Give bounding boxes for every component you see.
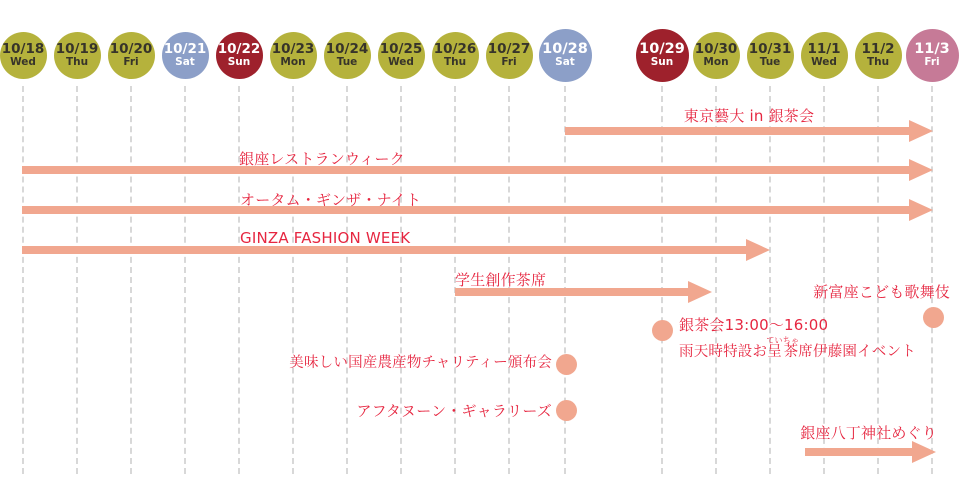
note-text-pre: 雨天時特設お <box>679 344 768 360</box>
weekday-text: Wed <box>388 55 414 68</box>
date-circle-10-21 <box>162 32 209 79</box>
date-circle-10-20 <box>108 32 155 79</box>
date-text: 10/21 <box>163 41 207 58</box>
event-label-hachicho-jinja: 銀座八丁神社めぐり <box>800 424 937 442</box>
arrowhead-icon <box>688 281 712 303</box>
gridline <box>661 86 663 474</box>
weekday-text: Fri <box>123 55 139 68</box>
event-bar-autumn-ginza-night <box>22 206 911 214</box>
event-bar-ginza-fashion-week <box>22 246 748 254</box>
weekday-text: Thu <box>866 55 890 68</box>
event-bar-restaurant-week <box>22 166 911 174</box>
date-text: 10/28 <box>542 40 588 57</box>
event-dot-ginchakai <box>652 320 673 341</box>
gridline <box>715 86 717 474</box>
date-circle-10-25 <box>378 32 425 79</box>
ruby-base: 茶 <box>782 344 800 360</box>
weekday-text: Tue <box>336 55 358 68</box>
weekday-text: Tue <box>759 55 781 68</box>
arrowhead-icon <box>912 441 936 463</box>
event-label-ginchakai-time: 銀茶会13:00〜16:00 <box>679 316 829 334</box>
event-bar-tokyo-geidai <box>565 127 911 135</box>
weekday-text: Thu <box>65 55 89 68</box>
date-circle-10-18 <box>0 32 47 79</box>
event-label-oishii-charity: 美味しい国産農産物チャリティー頒布会 <box>289 355 552 371</box>
date-text: 11/1 <box>807 41 841 58</box>
date-text: 10/27 <box>487 41 531 58</box>
date-circle-11-2 <box>855 32 902 79</box>
event-dot-afternoon-galleries <box>556 400 577 421</box>
date-text: 10/20 <box>109 41 153 58</box>
event-label-restaurant-week: 銀座レストランウィーク <box>239 150 405 168</box>
date-circle-10-28 <box>539 29 592 82</box>
gridline <box>346 86 348 474</box>
ruby-base: 呈 <box>766 344 783 360</box>
event-label-autumn-ginza-night: オータム・ギンザ・ナイト <box>240 191 422 209</box>
note-text-post: 席伊藤園イベント <box>798 344 916 360</box>
date-text: 10/23 <box>271 41 315 58</box>
gridline <box>76 86 78 474</box>
ruby-reading: てい <box>766 336 783 345</box>
gridline <box>238 86 240 474</box>
weekday-text: Sat <box>175 55 195 68</box>
event-label-afternoon-galleries: アフタヌーン・ギャラリーズ <box>356 402 552 420</box>
weekday-text: Mon <box>703 55 729 68</box>
gridline <box>769 86 771 474</box>
date-circle-10-19 <box>54 32 101 79</box>
date-text: 10/24 <box>325 41 369 58</box>
weekday-text: Fri <box>924 56 940 69</box>
gridline <box>877 86 879 474</box>
date-text: 11/2 <box>861 41 895 58</box>
date-text: 10/25 <box>379 41 423 58</box>
date-circle-10-30 <box>693 32 740 79</box>
gridline <box>22 86 24 474</box>
date-text: 10/22 <box>217 41 261 58</box>
date-text: 11/3 <box>914 40 950 57</box>
date-circle-11-3 <box>906 29 959 82</box>
date-text: 10/18 <box>1 41 45 58</box>
weekday-text: Thu <box>443 55 467 68</box>
gridline <box>184 86 186 474</box>
weekday-text: Wed <box>811 55 837 68</box>
event-label-gakusei-sosaku-chaseki: 学生創作茶席 <box>455 271 547 289</box>
arrowhead-icon <box>909 159 933 181</box>
date-text: 10/30 <box>694 41 738 58</box>
arrowhead-icon <box>909 199 933 221</box>
weekday-text: Sun <box>227 55 251 68</box>
date-text: 10/19 <box>55 41 99 58</box>
date-circle-10-26 <box>432 32 479 79</box>
gridline <box>931 86 933 474</box>
date-circle-10-27 <box>486 32 533 79</box>
date-circle-11-1 <box>801 32 848 79</box>
ruby-reading: ちゃ <box>782 336 800 345</box>
gridline <box>130 86 132 474</box>
event-label-ginchakai-note <box>679 336 916 361</box>
date-text: 10/31 <box>748 41 792 58</box>
event-dot-oishii-charity <box>556 354 577 375</box>
gridline <box>292 86 294 474</box>
gridline <box>823 86 825 474</box>
arrowhead-icon <box>746 239 770 261</box>
date-circle-10-31 <box>747 32 794 79</box>
date-circle-10-22 <box>216 32 263 79</box>
date-circle-10-23 <box>270 32 317 79</box>
weekday-text: Sat <box>555 56 575 69</box>
date-circle-10-29 <box>636 29 689 82</box>
event-label-shintomiza-kodomo-kabuki: 新富座こども歌舞伎 <box>813 283 950 301</box>
weekday-text: Wed <box>10 55 36 68</box>
event-label-tokyo-geidai: 東京藝大 in 銀茶会 <box>683 107 815 125</box>
weekday-text: Fri <box>501 55 517 68</box>
ruby-teicha <box>766 336 800 360</box>
event-dot-shintomiza-kodomo-kabuki <box>923 307 944 328</box>
date-text: 10/29 <box>639 40 685 57</box>
date-text: 10/26 <box>433 41 477 58</box>
event-bar-hachicho-jinja <box>805 448 914 456</box>
event-label-ginza-fashion-week: GINZA FASHION WEEK <box>240 229 411 247</box>
weekday-text: Sun <box>650 56 674 69</box>
date-circle-10-24 <box>324 32 371 79</box>
weekday-text: Mon <box>280 55 306 68</box>
